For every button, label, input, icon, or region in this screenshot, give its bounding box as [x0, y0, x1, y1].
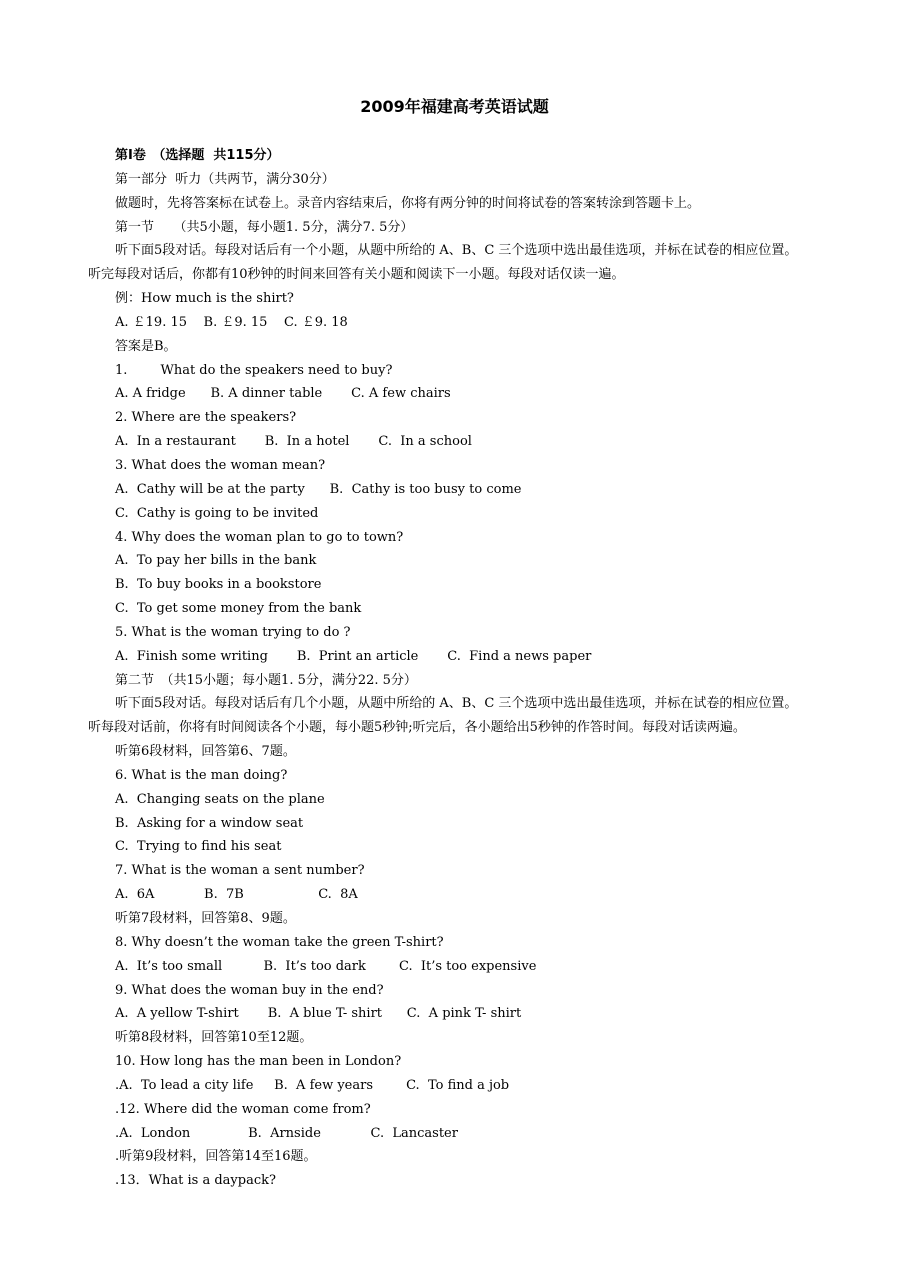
document-line: 5. What is the woman trying to do ? — [115, 624, 351, 640]
document-line: 第二节 （共15小题；每小题1. 5分，满分22. 5分） — [115, 672, 417, 688]
document-line: 例：How much is the shirt? — [115, 291, 294, 307]
document-line: 第一节 （共5小题，每小题1. 5分，满分7. 5分） — [115, 219, 414, 235]
document-line: A. ￡19. 15 B. ￡9. 15 C. ￡9. 18 — [115, 314, 348, 330]
document-line: A. A yellow T-shirt B. A blue T- shirt C. A pink T- shirt — [115, 1006, 522, 1022]
document-line: 1. What do the speakers need to buy? — [115, 362, 393, 378]
document-line: 3. What does the woman mean? — [115, 457, 326, 473]
document-line: A. To pay her bills in the bank — [115, 553, 317, 569]
document-line: 10. How long has the man been in London? — [115, 1054, 402, 1070]
document-line: .A. London B. Arnside C. Lancaster — [115, 1125, 458, 1141]
document-line: 4. Why does the woman plan to go to town? — [115, 529, 404, 545]
document-line: A. 6A B. 7B C. 8A — [115, 887, 358, 903]
document-line: 6. What is the man doing? — [115, 767, 288, 783]
document-line: C. Trying to find his seat — [115, 839, 282, 855]
document-line: A. In a restaurant B. In a hotel C. In a school — [115, 434, 472, 450]
document-line: 听下面5段对话。每段对话后有一个小题，从题中所给的 A、B、C 三个选项中选出最佳选项，并标在试卷的相应位置。 — [115, 243, 798, 259]
document-line: 第一部分 听力（共两节，满分30分） — [115, 171, 335, 187]
document-line: .听第9段材料，回答第14至16题。 — [115, 1149, 317, 1165]
document-line: 8. Why doesn’t the woman take the green T-shirt? — [115, 934, 444, 950]
document-line: B. To buy books in a bookstore — [115, 577, 322, 593]
document-line: 9. What does the woman buy in the end? — [115, 982, 384, 998]
document-line: 2. Where are the speakers? — [115, 410, 297, 426]
document-line: .A. To lead a city life B. A few years C. To find a job — [115, 1077, 510, 1093]
document-line: 听下面5段对话。每段对话后有几个小题，从题中所给的 A、B、C 三个选项中选出最佳选项，并标在试卷的相应位置。 — [115, 696, 798, 712]
document-line: 7. What is the woman a sent number? — [115, 863, 365, 879]
page-title: 2009年福建高考英语试题 — [360, 97, 549, 116]
document-line: B. Asking for a window seat — [115, 815, 304, 831]
document-line: C. To get some money from the bank — [115, 601, 362, 617]
document-line: 第Ⅰ卷 （选择题 共115分） — [115, 148, 280, 163]
document-body — [88, 144, 828, 1193]
document-line: 听第7段材料，回答第8、9题。 — [115, 911, 296, 926]
document-line: .12. Where did the woman come from? — [115, 1101, 371, 1117]
document-line: A. It’s too small B. It’s too dark C. It’s too expensive — [115, 958, 537, 974]
document-line: .13．What is a daypack? — [115, 1173, 276, 1189]
document-line: 做题时，先将答案标在试卷上。录音内容结束后，你将有两分钟的时间将试卷的答案转涂到答题卡上。 — [115, 195, 701, 211]
document-line: A. A fridge B. A dinner table C. A few chairs — [115, 386, 451, 402]
document-line: A. Finish some writing B. Print an article C. Find a news paper — [115, 648, 592, 664]
document-line: 答案是B。 — [115, 338, 177, 354]
document-line: 听完每段对话后，你都有10秒钟的时间来回答有关小题和阅读下一小题。每段对话仅读一遍。 — [88, 267, 625, 283]
document-line: 听第6段材料，回答第6、7题。 — [115, 744, 296, 760]
document-line: 听第8段材料，回答第10至12题。 — [115, 1030, 313, 1046]
document-line: C. Cathy is going to be invited — [115, 505, 319, 521]
document-line: A. Changing seats on the plane — [115, 791, 325, 807]
document-line: 听每段对话前，你将有时间阅读各个小题，每小题5秒钟;听完后，各小题给出5秒钟的作答时间。每段对话读两遍。 — [88, 720, 746, 736]
document-line: A. Cathy will be at the party B. Cathy is too busy to come — [115, 481, 522, 497]
